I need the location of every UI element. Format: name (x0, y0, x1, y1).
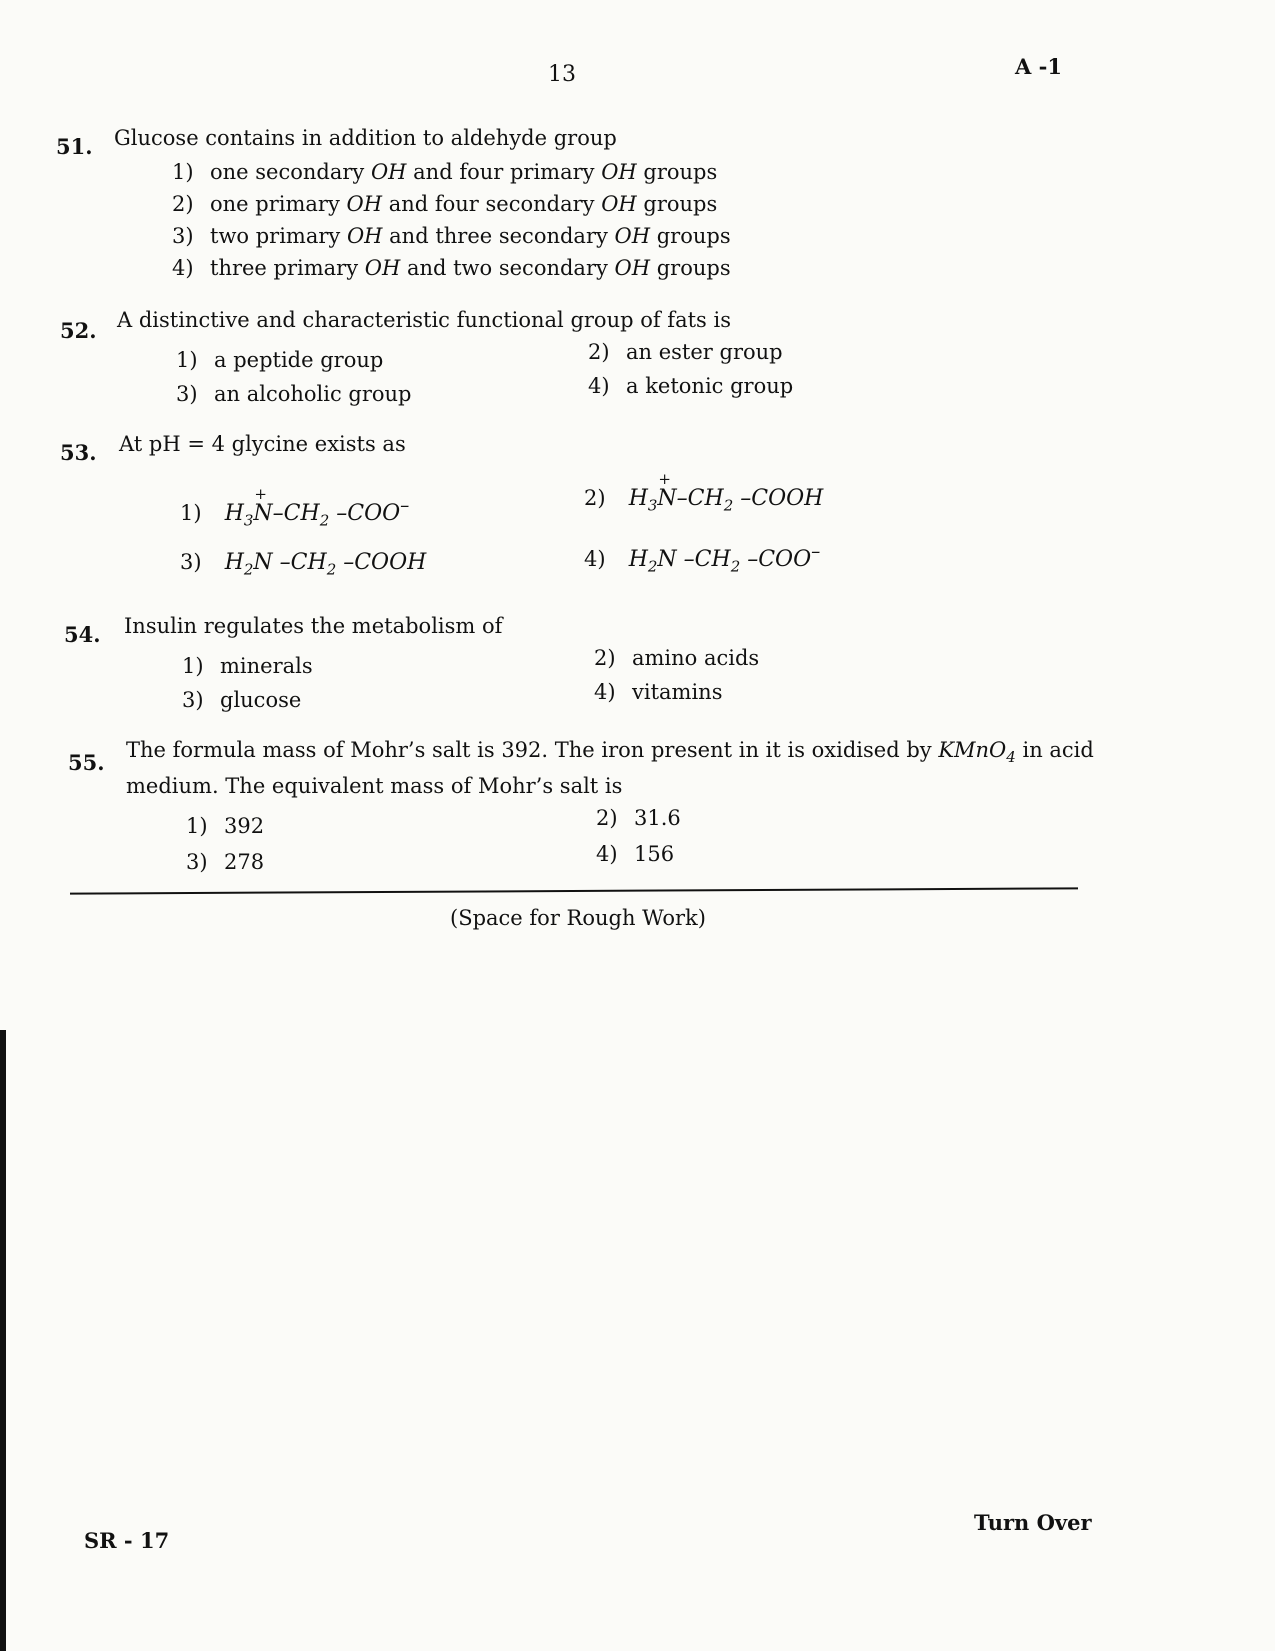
option-2: 2) amino acids (594, 646, 760, 670)
question-number: 55. (68, 750, 105, 775)
option-2: 2) 31.6 (596, 806, 681, 830)
question-number: 54. (64, 622, 101, 647)
option-4: 4) vitamins (594, 680, 723, 704)
question-number: 51. (56, 134, 93, 159)
divider-line (70, 887, 1078, 894)
formula: $H_2N$ $-CH_2$ –COOH (224, 550, 427, 579)
question-text: At pH = 4 glycine exists as (119, 432, 406, 456)
formula: $H_3$ + $N-CH_2$ –COOH (628, 470, 824, 515)
option-1: 1) $H_3$ + $N-CH_2$ –COO– (180, 485, 410, 530)
option-1: 1) a peptide group (176, 348, 384, 372)
option-2: 2) one primary OH and four secondary OH groups (172, 192, 718, 216)
scan-edge-bar (0, 1030, 6, 1651)
option-1: 1) 392 (186, 814, 265, 838)
option-3: 3) 278 (186, 850, 265, 874)
option-3: 3) glucose (182, 688, 302, 712)
option-4: 4) three primary OH and two secondary OH groups (172, 256, 731, 280)
question-text: A distinctive and characteristic functional group of fats is (117, 308, 731, 332)
option-2: 2) $H_3$ + $N-CH_2$ –COOH (584, 470, 824, 515)
formula: $H_2N$ $-CH_2$ –COO– (628, 542, 821, 576)
rough-work-label: (Space for Rough Work) (450, 906, 706, 930)
option-1: 1) minerals (182, 654, 313, 678)
option-4: 4) 156 (596, 842, 675, 866)
page-number: 13 (548, 62, 576, 87)
paper-code: A -1 (1015, 54, 1062, 79)
turn-over-label: Turn Over (974, 1510, 1092, 1535)
footer-code: SR - 17 (84, 1528, 170, 1553)
option-1: 1) one secondary OH and four primary OH groups (172, 160, 718, 184)
option-3: 3) $H_2N$ $-CH_2$ –COOH (180, 550, 427, 579)
question-text-line2: medium. The equivalent mass of Mohr’s salt is (126, 774, 623, 798)
option-2: 2) an ester group (588, 340, 783, 364)
question-text: The formula mass of Mohr’s salt is 392. The iron present in it is oxidised by KMnO$_4$ in acid (126, 738, 1094, 767)
question-text: Insulin regulates the metabolism of (124, 614, 503, 638)
question-number: 52. (60, 318, 97, 343)
question-text: Glucose contains in addition to aldehyde group (114, 126, 617, 150)
option-4: 4) $H_2N$ $-CH_2$ –COO– (584, 542, 821, 576)
option-3: 3) two primary OH and three secondary OH groups (172, 224, 731, 248)
formula: $H_3$ + $N-CH_2$ –COO– (224, 485, 410, 530)
option-3: 3) an alcoholic group (176, 382, 412, 406)
question-number: 53. (60, 440, 97, 465)
option-4: 4) a ketonic group (588, 374, 794, 398)
